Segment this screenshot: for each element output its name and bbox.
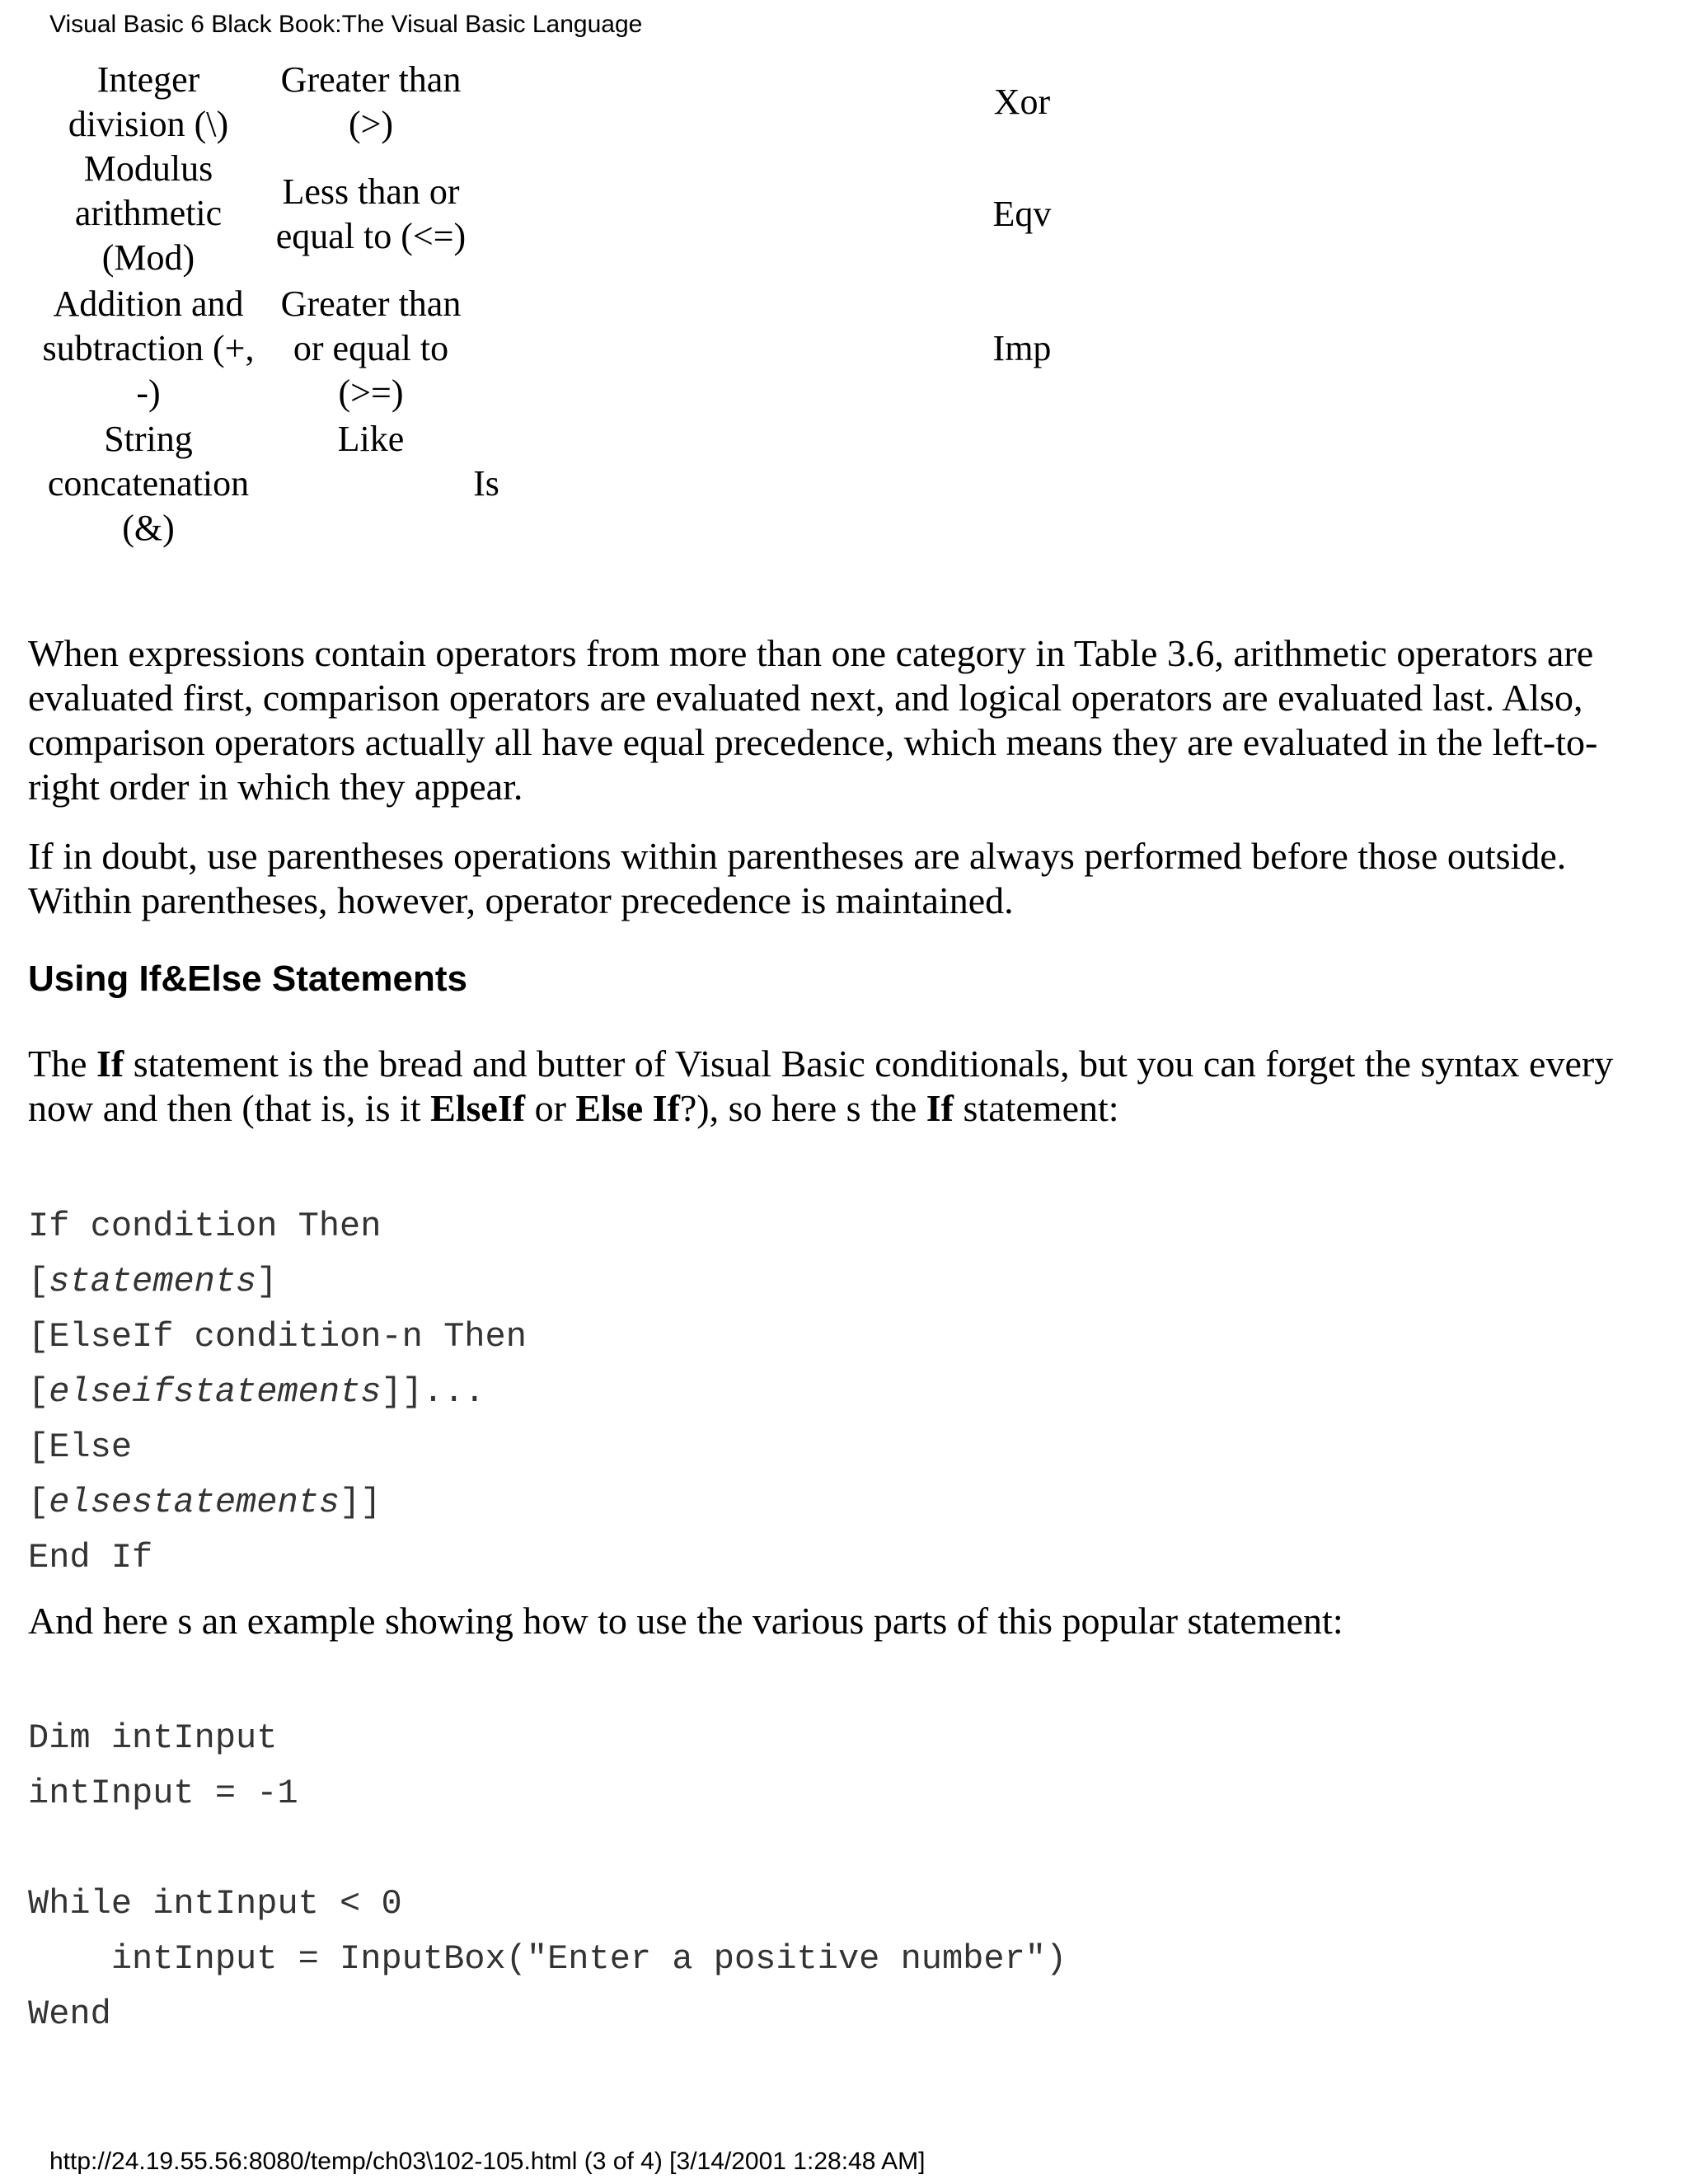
table-cell-xor	[956, 80, 1088, 124]
page-footer: http://24.19.55.56:8080/temp/ch03\102-105.html (3 of 4) [3/14/2001 1:28:48 AM]	[49, 2148, 926, 2175]
cell-line: Like	[337, 419, 405, 459]
table-cell-eqv	[956, 192, 1088, 237]
code-line: [ElseIf condition-n Then	[28, 1317, 527, 1357]
paragraph-precedence-order: When expressions contain operators from more than one category in Table 3.6, arithmetic operators are evaluated first, comparison operators are evaluated next, and logical operators are evaluated last. Also, comparison operators actually all have equal precedence, which means they are evaluated in the left-to-right order in which they appear.	[28, 632, 1598, 808]
cell-line: (>)	[348, 104, 394, 144]
example-code-block	[28, 1711, 1067, 2042]
cell-line: (>=)	[338, 373, 404, 413]
keyword-if: If	[96, 1043, 124, 1085]
table-cell-integer-division	[25, 58, 272, 147]
cell-line: Imp	[992, 328, 1052, 368]
paragraph-example-intro: And here s an example showing how to use the various parts of this popular statement:	[28, 1600, 1343, 1642]
cell-line: String	[104, 419, 193, 459]
code-line: [elseifstatements]]...	[28, 1372, 485, 1412]
table-cell-modulus	[25, 147, 272, 280]
code-line: If condition Then	[28, 1207, 382, 1246]
text-run: The	[28, 1043, 97, 1085]
if-syntax-code-block	[28, 1199, 527, 1586]
keyword-elseif: ElseIf	[430, 1087, 526, 1129]
code-line: Dim intInput	[28, 1718, 278, 1758]
cell-line: (Mod)	[101, 237, 195, 278]
code-line: While intInput < 0	[28, 1884, 402, 1924]
code-line: intInput = InputBox("Enter a positive number")	[28, 1939, 1067, 1979]
table-cell-is	[445, 462, 528, 506]
cell-line: division (\)	[68, 104, 229, 144]
table-cell-less-than-or-equal	[264, 170, 478, 259]
code-line: [statements]	[28, 1262, 278, 1301]
operator-precedence-table	[0, 0, 1688, 577]
text-run: statement:	[954, 1087, 1119, 1129]
page-header: Visual Basic 6 Black Book:The Visual Basic Language	[49, 11, 643, 38]
cell-line: Is	[473, 463, 499, 504]
cell-line: subtraction (+,	[42, 328, 255, 368]
table-cell-like	[264, 417, 478, 462]
cell-line: Xor	[993, 82, 1051, 122]
cell-line: Addition and	[53, 284, 244, 324]
text-run: ?), so here s the	[679, 1087, 926, 1129]
table-cell-imp	[956, 326, 1088, 371]
text-run: statement is the bread and butter of Visual Basic conditionals, but you can forget the syntax every now and then (that is, is it	[28, 1043, 1614, 1129]
cell-line: Greater than	[280, 59, 462, 100]
cell-line: Eqv	[992, 194, 1052, 234]
section-heading: Using If&Else Statements	[28, 958, 468, 999]
cell-line: (&)	[122, 508, 175, 548]
code-line	[28, 1821, 1067, 1877]
table-cell-addition-subtraction	[25, 282, 272, 415]
code-line: [elsestatements]]	[28, 1483, 382, 1522]
keyword-if: If	[926, 1087, 954, 1129]
table-cell-greater-than-or-equal	[264, 282, 478, 415]
paragraph-if-intro	[28, 1042, 1660, 1131]
cell-line: -)	[136, 373, 161, 413]
code-line: Wend	[28, 1994, 111, 2034]
cell-line: Greater than	[280, 284, 462, 324]
table-cell-greater-than	[264, 58, 478, 147]
table-cell-string-concatenation	[25, 417, 272, 551]
cell-line: arithmetic	[74, 193, 223, 233]
cell-line: Less than or	[282, 171, 460, 212]
cell-line: Integer	[96, 59, 200, 100]
cell-line: equal to (<=)	[275, 216, 467, 256]
cell-line: or equal to	[293, 328, 449, 368]
code-line: End If	[28, 1538, 153, 1577]
keyword-else-if: Else If	[575, 1087, 680, 1129]
cell-line: Modulus	[83, 148, 213, 189]
paragraph-parentheses: If in doubt, use parentheses operations within parentheses are always performed before those outside. Within parentheses, however, operator precedence is maintained.	[28, 835, 1567, 921]
code-line: [Else	[28, 1427, 133, 1467]
text-run: or	[525, 1087, 576, 1129]
cell-line: concatenation	[47, 463, 250, 504]
code-line: intInput = -1	[28, 1774, 298, 1813]
